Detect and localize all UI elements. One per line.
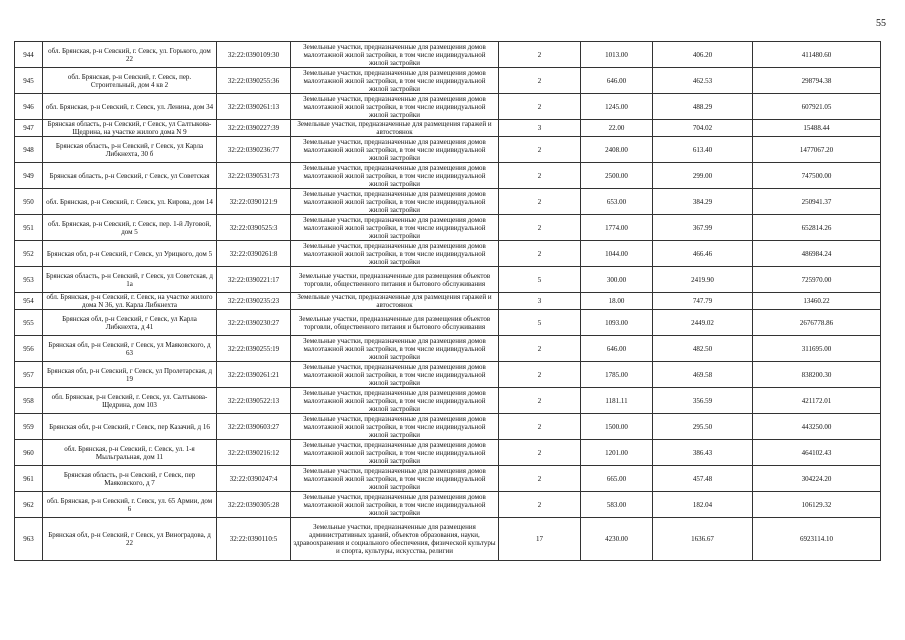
land-use-cell: Земельные участки, предназначенные для размещения домов малоэтажной жилой застройки, в том числе индивидуальной жилой застройки [291, 362, 499, 388]
address-cell: Брянская область, р-н Севский, г Севск, ул Советская, д 1а [43, 267, 217, 293]
address-cell: Брянская обл, р-н Севский, г Севск, ул Пролетарская, д 19 [43, 362, 217, 388]
cadastral-number-cell: 32:22:0390525:3 [217, 215, 291, 241]
area-cell: 1013.00 [581, 42, 653, 68]
specific-value-cell: 356.59 [653, 388, 753, 414]
group-cell: 2 [499, 492, 581, 518]
specific-value-cell: 469.58 [653, 362, 753, 388]
table-row [15, 241, 881, 267]
table-row [15, 518, 881, 561]
address-cell: Брянская обл, р-н Севский, г Севск, ул Урицкого, дом 5 [43, 241, 217, 267]
area-cell: 646.00 [581, 68, 653, 94]
cadastral-value-cell: 250941.37 [753, 189, 881, 215]
cadastral-number-cell: 32:22:0390216:12 [217, 440, 291, 466]
cadastral-number-cell: 32:22:0390261:8 [217, 241, 291, 267]
specific-value-cell: 367.99 [653, 215, 753, 241]
area-cell: 1201.00 [581, 440, 653, 466]
cadastral-value-cell: 311695.00 [753, 336, 881, 362]
cadastral-number-cell: 32:22:0390227:39 [217, 120, 291, 137]
land-use-cell: Земельные участки, предназначенные для размещения домов малоэтажной жилой застройки, в том числе индивидуальной жилой застройки [291, 137, 499, 163]
page-number: 55 [876, 18, 886, 29]
table-row [15, 310, 881, 336]
address-cell: Брянская область, р-н Севский, г Севск, ул Салтыкова-Щедрина, на участке жилого дома N 9 [43, 120, 217, 137]
area-cell: 583.00 [581, 492, 653, 518]
cadastral-value-cell: 652814.26 [753, 215, 881, 241]
address-cell: обл. Брянская, р-н Севский, г. Севск, ул. 1-я Мыльгральная, дом 11 [43, 440, 217, 466]
specific-value-cell: 747.79 [653, 293, 753, 310]
group-cell: 2 [499, 215, 581, 241]
group-cell: 2 [499, 241, 581, 267]
row-number: 955 [15, 310, 43, 336]
specific-value-cell: 613.40 [653, 137, 753, 163]
cadastral-value-cell: 2676778.86 [753, 310, 881, 336]
cadastral-value-table [14, 41, 881, 561]
group-cell: 2 [499, 68, 581, 94]
area-cell: 1785.00 [581, 362, 653, 388]
area-cell: 1245.00 [581, 94, 653, 120]
row-number: 952 [15, 241, 43, 267]
table-row [15, 163, 881, 189]
table-row [15, 215, 881, 241]
specific-value-cell: 1636.67 [653, 518, 753, 561]
area-cell: 300.00 [581, 267, 653, 293]
cadastral-number-cell: 32:22:0390531:73 [217, 163, 291, 189]
land-use-cell: Земельные участки, предназначенные для размещения домов малоэтажной жилой застройки, в том числе индивидуальной жилой застройки [291, 215, 499, 241]
specific-value-cell: 482.50 [653, 336, 753, 362]
cadastral-value-cell: 421172.01 [753, 388, 881, 414]
address-cell: Брянская область, р-н Севский, г Севск, пер Маяковского, д 7 [43, 466, 217, 492]
area-cell: 665.00 [581, 466, 653, 492]
group-cell: 2 [499, 42, 581, 68]
row-number: 961 [15, 466, 43, 492]
cadastral-value-cell: 6923114.10 [753, 518, 881, 561]
specific-value-cell: 704.02 [653, 120, 753, 137]
row-number: 956 [15, 336, 43, 362]
group-cell: 2 [499, 189, 581, 215]
cadastral-number-cell: 32:22:0390261:13 [217, 94, 291, 120]
group-cell: 2 [499, 137, 581, 163]
table-row [15, 336, 881, 362]
cadastral-number-cell: 32:22:0390109:30 [217, 42, 291, 68]
group-cell: 2 [499, 362, 581, 388]
land-use-cell: Земельные участки, предназначенные для размещения домов малоэтажной жилой застройки, в том числе индивидуальной жилой застройки [291, 241, 499, 267]
row-number: 953 [15, 267, 43, 293]
address-cell: обл. Брянская, р-н Севский, г. Севск, пер. Строительный, дом 4 кв 2 [43, 68, 217, 94]
land-use-cell: Земельные участки, предназначенные для размещения домов малоэтажной жилой застройки, в том числе индивидуальной жилой застройки [291, 336, 499, 362]
row-number: 954 [15, 293, 43, 310]
specific-value-cell: 466.46 [653, 241, 753, 267]
group-cell: 5 [499, 310, 581, 336]
address-cell: обл. Брянская, р-н Севский, г. Севск, ул. Горького, дом 22 [43, 42, 217, 68]
cadastral-number-cell: 32:22:0390230:27 [217, 310, 291, 336]
group-cell: 2 [499, 163, 581, 189]
area-cell: 18.00 [581, 293, 653, 310]
land-use-cell: Земельные участки, предназначенные для размещения объектов торговли, общественного питания и бытового обслуживания [291, 267, 499, 293]
land-use-cell: Земельные участки, предназначенные для размещения объектов торговли, общественного питания и бытового обслуживания [291, 310, 499, 336]
group-cell: 5 [499, 267, 581, 293]
cadastral-value-cell: 13460.22 [753, 293, 881, 310]
land-use-cell: Земельные участки, предназначенные для размещения домов малоэтажной жилой застройки, в том числе индивидуальной жилой застройки [291, 440, 499, 466]
land-use-cell: Земельные участки, предназначенные для размещения гаражей и автостоянок [291, 293, 499, 310]
land-use-cell: Земельные участки, предназначенные для размещения домов малоэтажной жилой застройки, в том числе индивидуальной жилой застройки [291, 466, 499, 492]
cadastral-number-cell: 32:22:0390236:77 [217, 137, 291, 163]
row-number: 948 [15, 137, 43, 163]
cadastral-number-cell: 32:22:0390522:13 [217, 388, 291, 414]
row-number: 959 [15, 414, 43, 440]
table-row [15, 68, 881, 94]
specific-value-cell: 462.53 [653, 68, 753, 94]
land-use-cell: Земельные участки, предназначенные для размещения домов малоэтажной жилой застройки, в том числе индивидуальной жилой застройки [291, 492, 499, 518]
address-cell: обл. Брянская, р-н Севский, г. Севск, ул. 65 Армии, дом 6 [43, 492, 217, 518]
row-number: 962 [15, 492, 43, 518]
specific-value-cell: 182.04 [653, 492, 753, 518]
group-cell: 17 [499, 518, 581, 561]
cadastral-number-cell: 32:22:0390255:36 [217, 68, 291, 94]
group-cell: 2 [499, 414, 581, 440]
address-cell: Брянская обл, р-н Севский, г Севск, ул Виноградова, д 22 [43, 518, 217, 561]
group-cell: 2 [499, 466, 581, 492]
cadastral-value-cell: 411480.60 [753, 42, 881, 68]
table-row [15, 440, 881, 466]
land-use-cell: Земельные участки, предназначенные для размещения домов малоэтажной жилой застройки, в том числе индивидуальной жилой застройки [291, 163, 499, 189]
specific-value-cell: 295.50 [653, 414, 753, 440]
table-row [15, 414, 881, 440]
group-cell: 3 [499, 293, 581, 310]
cadastral-number-cell: 32:22:0390110:5 [217, 518, 291, 561]
cadastral-value-cell: 106129.32 [753, 492, 881, 518]
row-number: 947 [15, 120, 43, 137]
address-cell: обл. Брянская, р-н Севский, г. Севск, пер. 1-й Луговой, дом 5 [43, 215, 217, 241]
group-cell: 2 [499, 388, 581, 414]
group-cell: 2 [499, 94, 581, 120]
cadastral-value-cell: 838200.30 [753, 362, 881, 388]
cadastral-number-cell: 32:22:0390255:19 [217, 336, 291, 362]
table-row [15, 293, 881, 310]
address-cell: Брянская обл, р-н Севский, г Севск, ул Маяковского, д 63 [43, 336, 217, 362]
area-cell: 653.00 [581, 189, 653, 215]
address-cell: обл. Брянская, р-н Севский, г. Севск, ул. Салтыкова-Щедрина, дом 103 [43, 388, 217, 414]
row-number: 944 [15, 42, 43, 68]
address-cell: Брянская обл, р-н Севский, г Севск, ул Карла Либкнехта, д 41 [43, 310, 217, 336]
area-cell: 1044.00 [581, 241, 653, 267]
area-cell: 2500.00 [581, 163, 653, 189]
cadastral-value-cell: 298794.38 [753, 68, 881, 94]
row-number: 945 [15, 68, 43, 94]
land-use-cell: Земельные участки, предназначенные для размещения домов малоэтажной жилой застройки, в том числе индивидуальной жилой застройки [291, 414, 499, 440]
area-cell: 1181.11 [581, 388, 653, 414]
land-use-cell: Земельные участки, предназначенные для размещения домов малоэтажной жилой застройки, в том числе индивидуальной жилой застройки [291, 388, 499, 414]
cadastral-value-cell: 464102.43 [753, 440, 881, 466]
cadastral-number-cell: 32:22:0390603:27 [217, 414, 291, 440]
row-number: 963 [15, 518, 43, 561]
specific-value-cell: 406.20 [653, 42, 753, 68]
specific-value-cell: 299.00 [653, 163, 753, 189]
row-number: 951 [15, 215, 43, 241]
area-cell: 4230.00 [581, 518, 653, 561]
area-cell: 2408.00 [581, 137, 653, 163]
row-number: 946 [15, 94, 43, 120]
land-use-cell: Земельные участки, предназначенные для размещения домов малоэтажной жилой застройки, в том числе индивидуальной жилой застройки [291, 68, 499, 94]
land-use-cell: Земельные участки, предназначенные для размещения административных зданий, объектов образования, науки, здравоохранения и социального обеспечения, физической культуры и спорта, культуры, искусства, религии [291, 518, 499, 561]
address-cell: Брянская обл, р-н Севский, г Севск, пер Казачий, д 16 [43, 414, 217, 440]
address-cell: Брянская область, р-н Севский, г Севск, ул Советская [43, 163, 217, 189]
address-cell: Брянская область, р-н Севский, г Севск, ул Карла Либкнехта, 30 б [43, 137, 217, 163]
address-cell: обл. Брянская, р-н Севский, г. Севск, ул. Ленина, дом 34 [43, 94, 217, 120]
table-row [15, 362, 881, 388]
group-cell: 2 [499, 440, 581, 466]
specific-value-cell: 488.29 [653, 94, 753, 120]
table-row [15, 466, 881, 492]
table-row [15, 189, 881, 215]
area-cell: 1093.00 [581, 310, 653, 336]
cadastral-value-cell: 443250.00 [753, 414, 881, 440]
row-number: 949 [15, 163, 43, 189]
cadastral-value-cell: 15488.44 [753, 120, 881, 137]
row-number: 950 [15, 189, 43, 215]
area-cell: 1500.00 [581, 414, 653, 440]
cadastral-number-cell: 32:22:0390121:9 [217, 189, 291, 215]
row-number: 958 [15, 388, 43, 414]
cadastral-value-cell: 747500.00 [753, 163, 881, 189]
cadastral-number-cell: 32:22:0390221:17 [217, 267, 291, 293]
area-cell: 1774.00 [581, 215, 653, 241]
cadastral-number-cell: 32:22:0390261:21 [217, 362, 291, 388]
specific-value-cell: 457.48 [653, 466, 753, 492]
cadastral-value-cell: 607921.05 [753, 94, 881, 120]
land-use-cell: Земельные участки, предназначенные для размещения домов малоэтажной жилой застройки, в том числе индивидуальной жилой застройки [291, 94, 499, 120]
cadastral-value-cell: 486984.24 [753, 241, 881, 267]
group-cell: 2 [499, 336, 581, 362]
cadastral-value-cell: 725970.00 [753, 267, 881, 293]
cadastral-value-cell: 304224.20 [753, 466, 881, 492]
cadastral-number-cell: 32:22:0390305:28 [217, 492, 291, 518]
area-cell: 646.00 [581, 336, 653, 362]
row-number: 960 [15, 440, 43, 466]
cadastral-number-cell: 32:22:0390235:23 [217, 293, 291, 310]
row-number: 957 [15, 362, 43, 388]
table-row [15, 137, 881, 163]
table-row [15, 388, 881, 414]
cadastral-number-cell: 32:22:0390247:4 [217, 466, 291, 492]
specific-value-cell: 384.29 [653, 189, 753, 215]
address-cell: обл. Брянская, р-н Севский, г. Севск, на участке жилого дома N 36, ул. Карла Либкнехта [43, 293, 217, 310]
table-body [15, 42, 881, 561]
group-cell: 3 [499, 120, 581, 137]
area-cell: 22.00 [581, 120, 653, 137]
land-use-cell: Земельные участки, предназначенные для размещения домов малоэтажной жилой застройки, в том числе индивидуальной жилой застройки [291, 42, 499, 68]
specific-value-cell: 386.43 [653, 440, 753, 466]
land-use-cell: Земельные участки, предназначенные для размещения домов малоэтажной жилой застройки, в том числе индивидуальной жилой застройки [291, 189, 499, 215]
table-row [15, 42, 881, 68]
cadastral-value-cell: 1477067.20 [753, 137, 881, 163]
land-use-cell: Земельные участки, предназначенные для размещения гаражей и автостоянок [291, 120, 499, 137]
table-row [15, 120, 881, 137]
specific-value-cell: 2449.02 [653, 310, 753, 336]
table-row [15, 94, 881, 120]
address-cell: обл. Брянская, р-н Севский, г. Севск, ул. Кирова, дом 14 [43, 189, 217, 215]
table-row [15, 267, 881, 293]
specific-value-cell: 2419.90 [653, 267, 753, 293]
table-row [15, 492, 881, 518]
